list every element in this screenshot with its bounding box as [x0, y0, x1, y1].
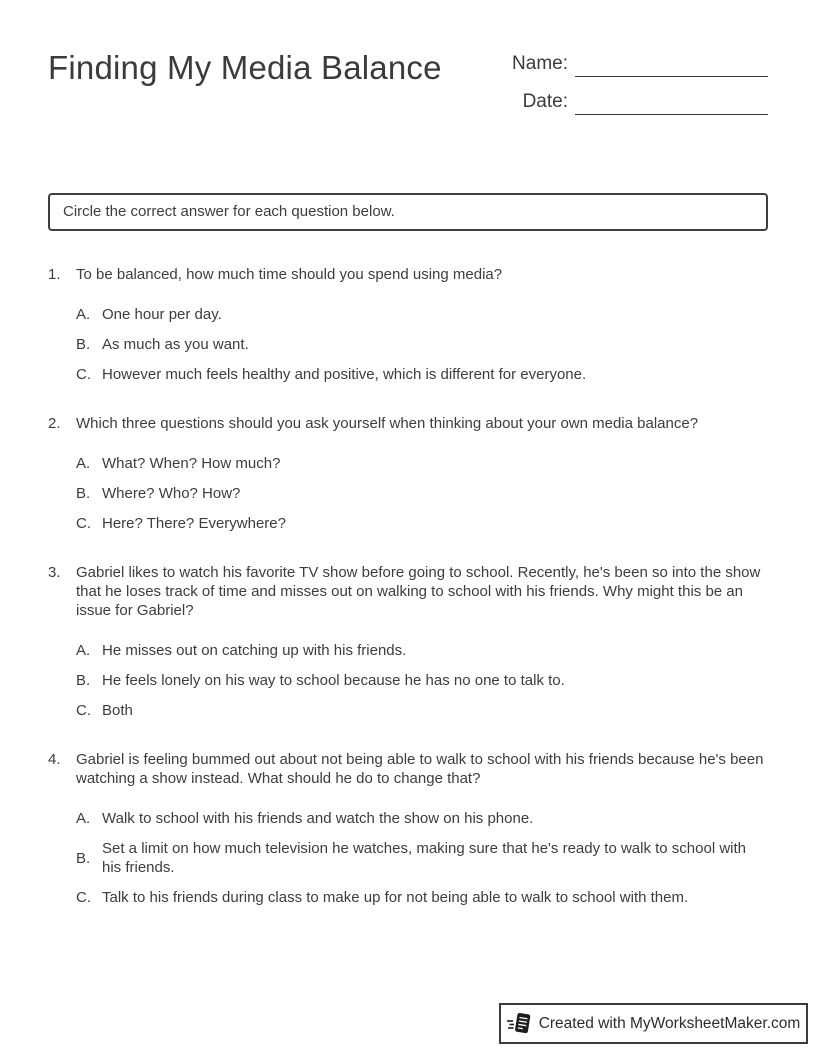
- option-text: As much as you want.: [102, 336, 249, 353]
- option-letter: B.: [76, 672, 91, 689]
- option-letter: B.: [76, 336, 91, 353]
- name-field-row: [512, 49, 768, 77]
- option-text: Both: [102, 702, 133, 719]
- question-text: Which three questions should you ask yourself when thinking about your own media balance?: [76, 415, 699, 432]
- worksheet-document-icon: [507, 1011, 531, 1037]
- option-text: However much feels healthy and positive, which is different for everyone.: [102, 366, 587, 383]
- instructions-text: Circle the correct answer for each question below.: [63, 203, 395, 220]
- header: [0, 0, 816, 125]
- date-field-row: [512, 87, 768, 115]
- option-text: Here? There? Everywhere?: [102, 515, 286, 532]
- option-b: [76, 484, 768, 503]
- option-b: [76, 335, 768, 354]
- option-text: One hour per day.: [102, 306, 222, 323]
- option-a: [76, 809, 768, 828]
- option-a: [76, 305, 768, 324]
- option-c: [76, 365, 768, 384]
- question-2-options: [76, 454, 768, 533]
- option-text: He misses out on catching up with his friends.: [102, 642, 407, 659]
- question-4-options: [76, 809, 768, 907]
- question-3-prompt: [48, 563, 768, 620]
- instructions-box: [48, 193, 768, 231]
- question-2: [48, 414, 768, 533]
- option-c: [76, 888, 768, 907]
- option-letter: A.: [76, 455, 91, 472]
- option-letter: A.: [76, 642, 91, 659]
- option-text: Set a limit on how much television he watches, making sure that he's ready to walk to school with his friends.: [102, 840, 747, 876]
- option-letter: C.: [76, 889, 91, 906]
- question-1: [48, 265, 768, 384]
- question-1-prompt: [48, 265, 768, 284]
- option-text: He feels lonely on his way to school because he has no one to talk to.: [102, 672, 565, 689]
- option-letter: C.: [76, 702, 91, 719]
- option-letter: A.: [76, 810, 91, 827]
- question-number: 3.: [48, 564, 61, 581]
- name-date-fields: [512, 46, 768, 125]
- option-letter: B.: [76, 485, 91, 502]
- date-label: Date:: [522, 91, 568, 113]
- question-number: 1.: [48, 266, 61, 283]
- question-3-options: [76, 641, 768, 720]
- question-text: Gabriel is feeling bummed out about not being able to walk to school with his friends because he's been watching a show instead. What should he do to change that?: [76, 751, 764, 787]
- date-blank-line: [575, 89, 768, 115]
- question-2-prompt: [48, 414, 768, 433]
- option-letter: A.: [76, 306, 91, 323]
- question-number: 2.: [48, 415, 61, 432]
- question-4-prompt: [48, 750, 768, 788]
- option-c: [76, 514, 768, 533]
- name-label: Name:: [512, 53, 568, 75]
- credit-text: Created with MyWorksheetMaker.com: [538, 1014, 801, 1032]
- option-letter: B.: [76, 849, 91, 867]
- question-1-options: [76, 305, 768, 384]
- question-text: Gabriel likes to watch his favorite TV show before going to school. Recently, he's been so into the show that he loses track of time and misses out on walking to school with his friends. Why might this be an issue for Gabriel?: [76, 564, 761, 619]
- option-text: Walk to school with his friends and watch the show on his phone.: [102, 810, 534, 827]
- question-3: [48, 563, 768, 720]
- question-text: To be balanced, how much time should you spend using media?: [76, 266, 503, 283]
- name-blank-line: [575, 51, 768, 77]
- page-title: Finding My Media Balance: [48, 49, 442, 86]
- option-letter: C.: [76, 366, 91, 383]
- footer-credit-badge: [499, 1003, 808, 1044]
- option-text: Where? Who? How?: [102, 485, 241, 502]
- option-a: [76, 454, 768, 473]
- option-b: [76, 839, 768, 877]
- question-4: [48, 750, 768, 907]
- option-c: [76, 701, 768, 720]
- question-number: 4.: [48, 751, 61, 768]
- option-a: [76, 641, 768, 660]
- option-letter: C.: [76, 515, 91, 532]
- option-b: [76, 671, 768, 690]
- option-text: Talk to his friends during class to make up for not being able to walk to school with them.: [102, 889, 689, 906]
- questions-list: [48, 265, 768, 907]
- option-text: What? When? How much?: [102, 455, 281, 472]
